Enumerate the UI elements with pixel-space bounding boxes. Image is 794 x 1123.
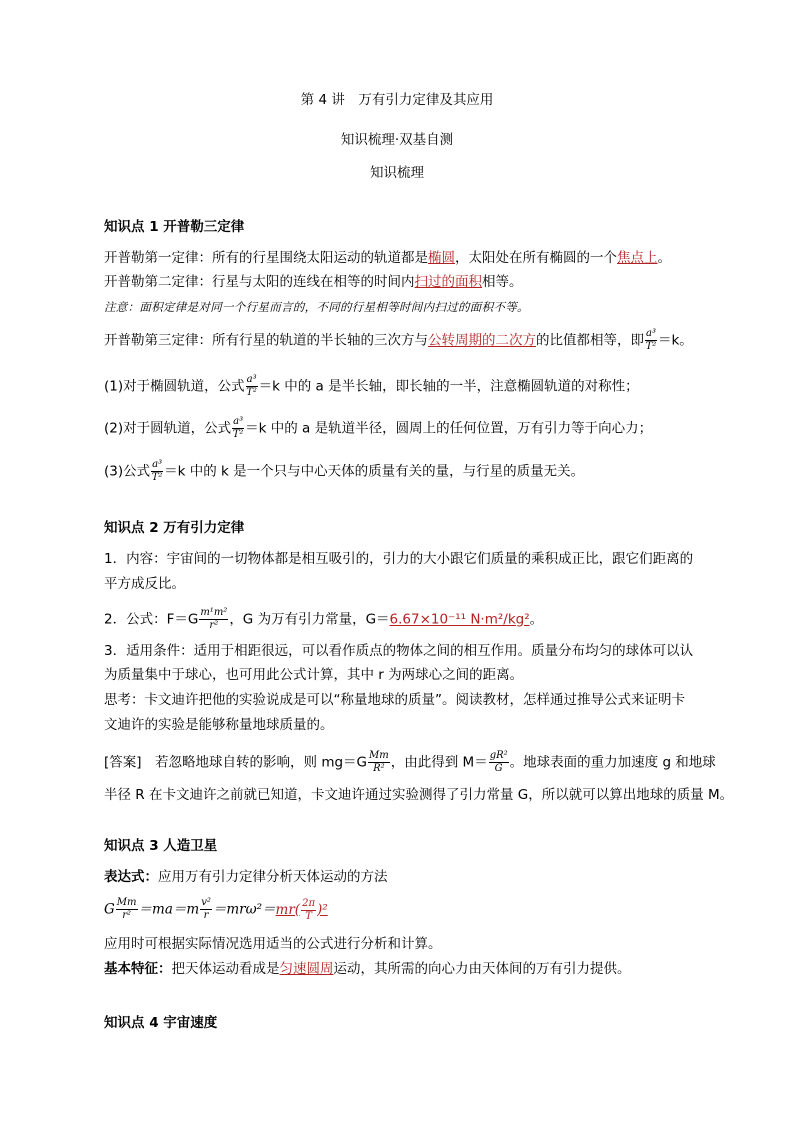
- lecture-title: 第 4 讲 万有引力定律及其应用: [300, 92, 494, 108]
- subsection-title: 知识梳理: [370, 165, 424, 181]
- law1-blank-ellipse: 椭圆: [428, 250, 455, 266]
- satellite-equation: G $\frac{Mm}{\text{r²}}$ ＝ma＝m $\frac{\text{v²}}{r}$ ＝mrω²＝mr( $\frac{2\pi}{T}$ )²: [104, 897, 328, 922]
- kp3-apply-text: 应用时可根据实际情况选用适当的公式进行分析和计算。: [104, 936, 442, 952]
- basic-feature-label: 基本特征：: [104, 961, 172, 977]
- kp2-answer-line1: [答案] 若忽略地球自转的影响，则 mg＝G $\frac{Mm}{\text{R²}}$ ，由此得到 M＝ $\frac{\text{gR²}}{G}$ 。地球表面的重力加速度 g 和地球: [104, 750, 716, 774]
- answer-fraction-1: $\frac{Mm}{\text{R²}}$: [369, 750, 389, 774]
- law1-end: 。: [657, 250, 671, 266]
- expression-label: 表达式：: [104, 869, 158, 885]
- eq-fraction-1: $\frac{Mm}{\text{r²}}$: [116, 897, 137, 921]
- kp1-item-3: (3)公式 $\frac{\text{a³}}{\text{T²}}$ ＝k 中的 k 是一个只与中心天体的质量有关的量，与行星的质量无关。: [104, 459, 585, 483]
- kp3-heading: 知识点 3 人造卫星: [104, 838, 218, 854]
- basic-blank-uniform-circular: 匀速圆周: [279, 961, 334, 977]
- kp4-heading: 知识点 4 宇宙速度: [104, 1015, 218, 1031]
- kp3-basic-feature: 基本特征：把天体运动看成是匀速圆周运动，其所需的向心力由天体间的万有引力提供。: [104, 961, 631, 977]
- kp2-content-line2: 平方成反比。: [104, 576, 185, 592]
- gravitation-formula: 2．公式：F＝G $\frac{\text{m¹m²}}{\text{r²}}$ ，G 为万有引力常量，G＝6.67×10⁻¹¹ N·m²/kg²。: [104, 607, 544, 631]
- kp1-item-1: (1)对于椭圆轨道，公式 $\frac{\text{a³}}{\text{T²}}$ ＝k 中的 a 是半长轴，即长轴的一半，注意椭圆轨道的对称性；: [104, 374, 639, 398]
- gravitational-constant-value: 6.67×10⁻¹¹ N·m²/kg²: [389, 611, 530, 628]
- kepler-law-2: [104, 272, 523, 292]
- law1-blank-focus: 焦点上: [617, 250, 658, 266]
- formula-fraction: $\frac{\text{m¹m²}}{\text{r²}}$: [200, 607, 228, 631]
- kp2-heading: 知识点 2 万有引力定律: [104, 520, 245, 536]
- kp2-think-line2: 文迪许的实验是能够称量地球质量的。: [104, 717, 334, 733]
- area-law-note: 注意：面积定律是对同一个行星而言的，不同的行星相等时间内扫过的面积不等。: [104, 300, 529, 314]
- kp1-item-2: (2)对于圆轨道，公式 $\frac{\text{a³}}{\text{T²}}$ ＝k 中的 a 是轨道半径，圆周上的任何位置，万有引力等于向心力；: [104, 416, 653, 440]
- law2-prefix: 开普勒第二定律：行星与太阳的连线在相等的时间内: [104, 274, 415, 290]
- law3-blank-period: 公转周期的二次方: [428, 332, 536, 349]
- kp1-heading: 知识点 1 开普勒三定律: [104, 219, 245, 235]
- law1-prefix: 开普勒第一定律：所有的行星围绕太阳运动的轨道都是: [104, 250, 428, 266]
- item2-fraction: $\frac{\text{a³}}{\text{T²}}$: [232, 416, 244, 440]
- law2-end: 相等。: [482, 274, 523, 290]
- section-title: 知识梳理·双基自测: [340, 132, 454, 148]
- kp3-expression-line: 表达式：应用万有引力定律分析天体运动的方法: [104, 869, 388, 885]
- law2-blank-area: 扫过的面积: [414, 274, 482, 290]
- kepler-law-3: [104, 329, 693, 352]
- kp2-answer-line2: 半径 R 在卡文迪许之前就已知道，卡文迪许通过实验测得了引力常量 G，所以就可以算出地球的质量 M。: [104, 787, 734, 803]
- eq-blank: mr( $\frac{2\pi}{T}$ )²: [275, 897, 328, 922]
- law3-mid: 的比值都相等，即: [536, 332, 644, 349]
- law3-end: ＝k。: [657, 332, 693, 349]
- kp2-content-line1: 1．内容：宇宙间的一切物体都是相互吸引的，引力的大小跟它们质量的乘积成正比，跟它们距离的: [104, 551, 694, 567]
- eq-fraction-2: $\frac{\text{v²}}{r}$: [201, 897, 211, 921]
- law1-mid: ，太阳处在所有椭圆的一个: [455, 250, 617, 266]
- kp2-think-line1: 思考：卡文迪许把他的实验说成是可以“称量地球的质量”。阅读教材，怎样通过推导公式来证明卡: [104, 692, 685, 708]
- eq-fraction-red: $\frac{2\pi}{T}$: [302, 897, 316, 922]
- item1-fraction: $\frac{\text{a³}}{\text{T²}}$: [246, 374, 257, 398]
- item3-fraction: $\frac{\text{a³}}{\text{T²}}$: [151, 459, 163, 483]
- law3-prefix: 开普勒第三定律：所有行星的轨道的半长轴的三次方与: [104, 332, 428, 349]
- kp2-condition-line2: 为质量集中于球心，也可用此公式计算，其中 r 为两球心之间的距离。: [104, 667, 524, 683]
- kp2-condition-line1: 3．适用条件：适用于相距很远，可以看作质点的物体之间的相互作用。质量分布均匀的球体可以认: [104, 643, 694, 659]
- answer-fraction-2: $\frac{\text{gR²}}{G}$: [489, 750, 508, 774]
- kepler-law-1: [104, 248, 671, 268]
- law3-fraction: $\frac{\text{a³}}{\text{T²}}$: [645, 328, 657, 352]
